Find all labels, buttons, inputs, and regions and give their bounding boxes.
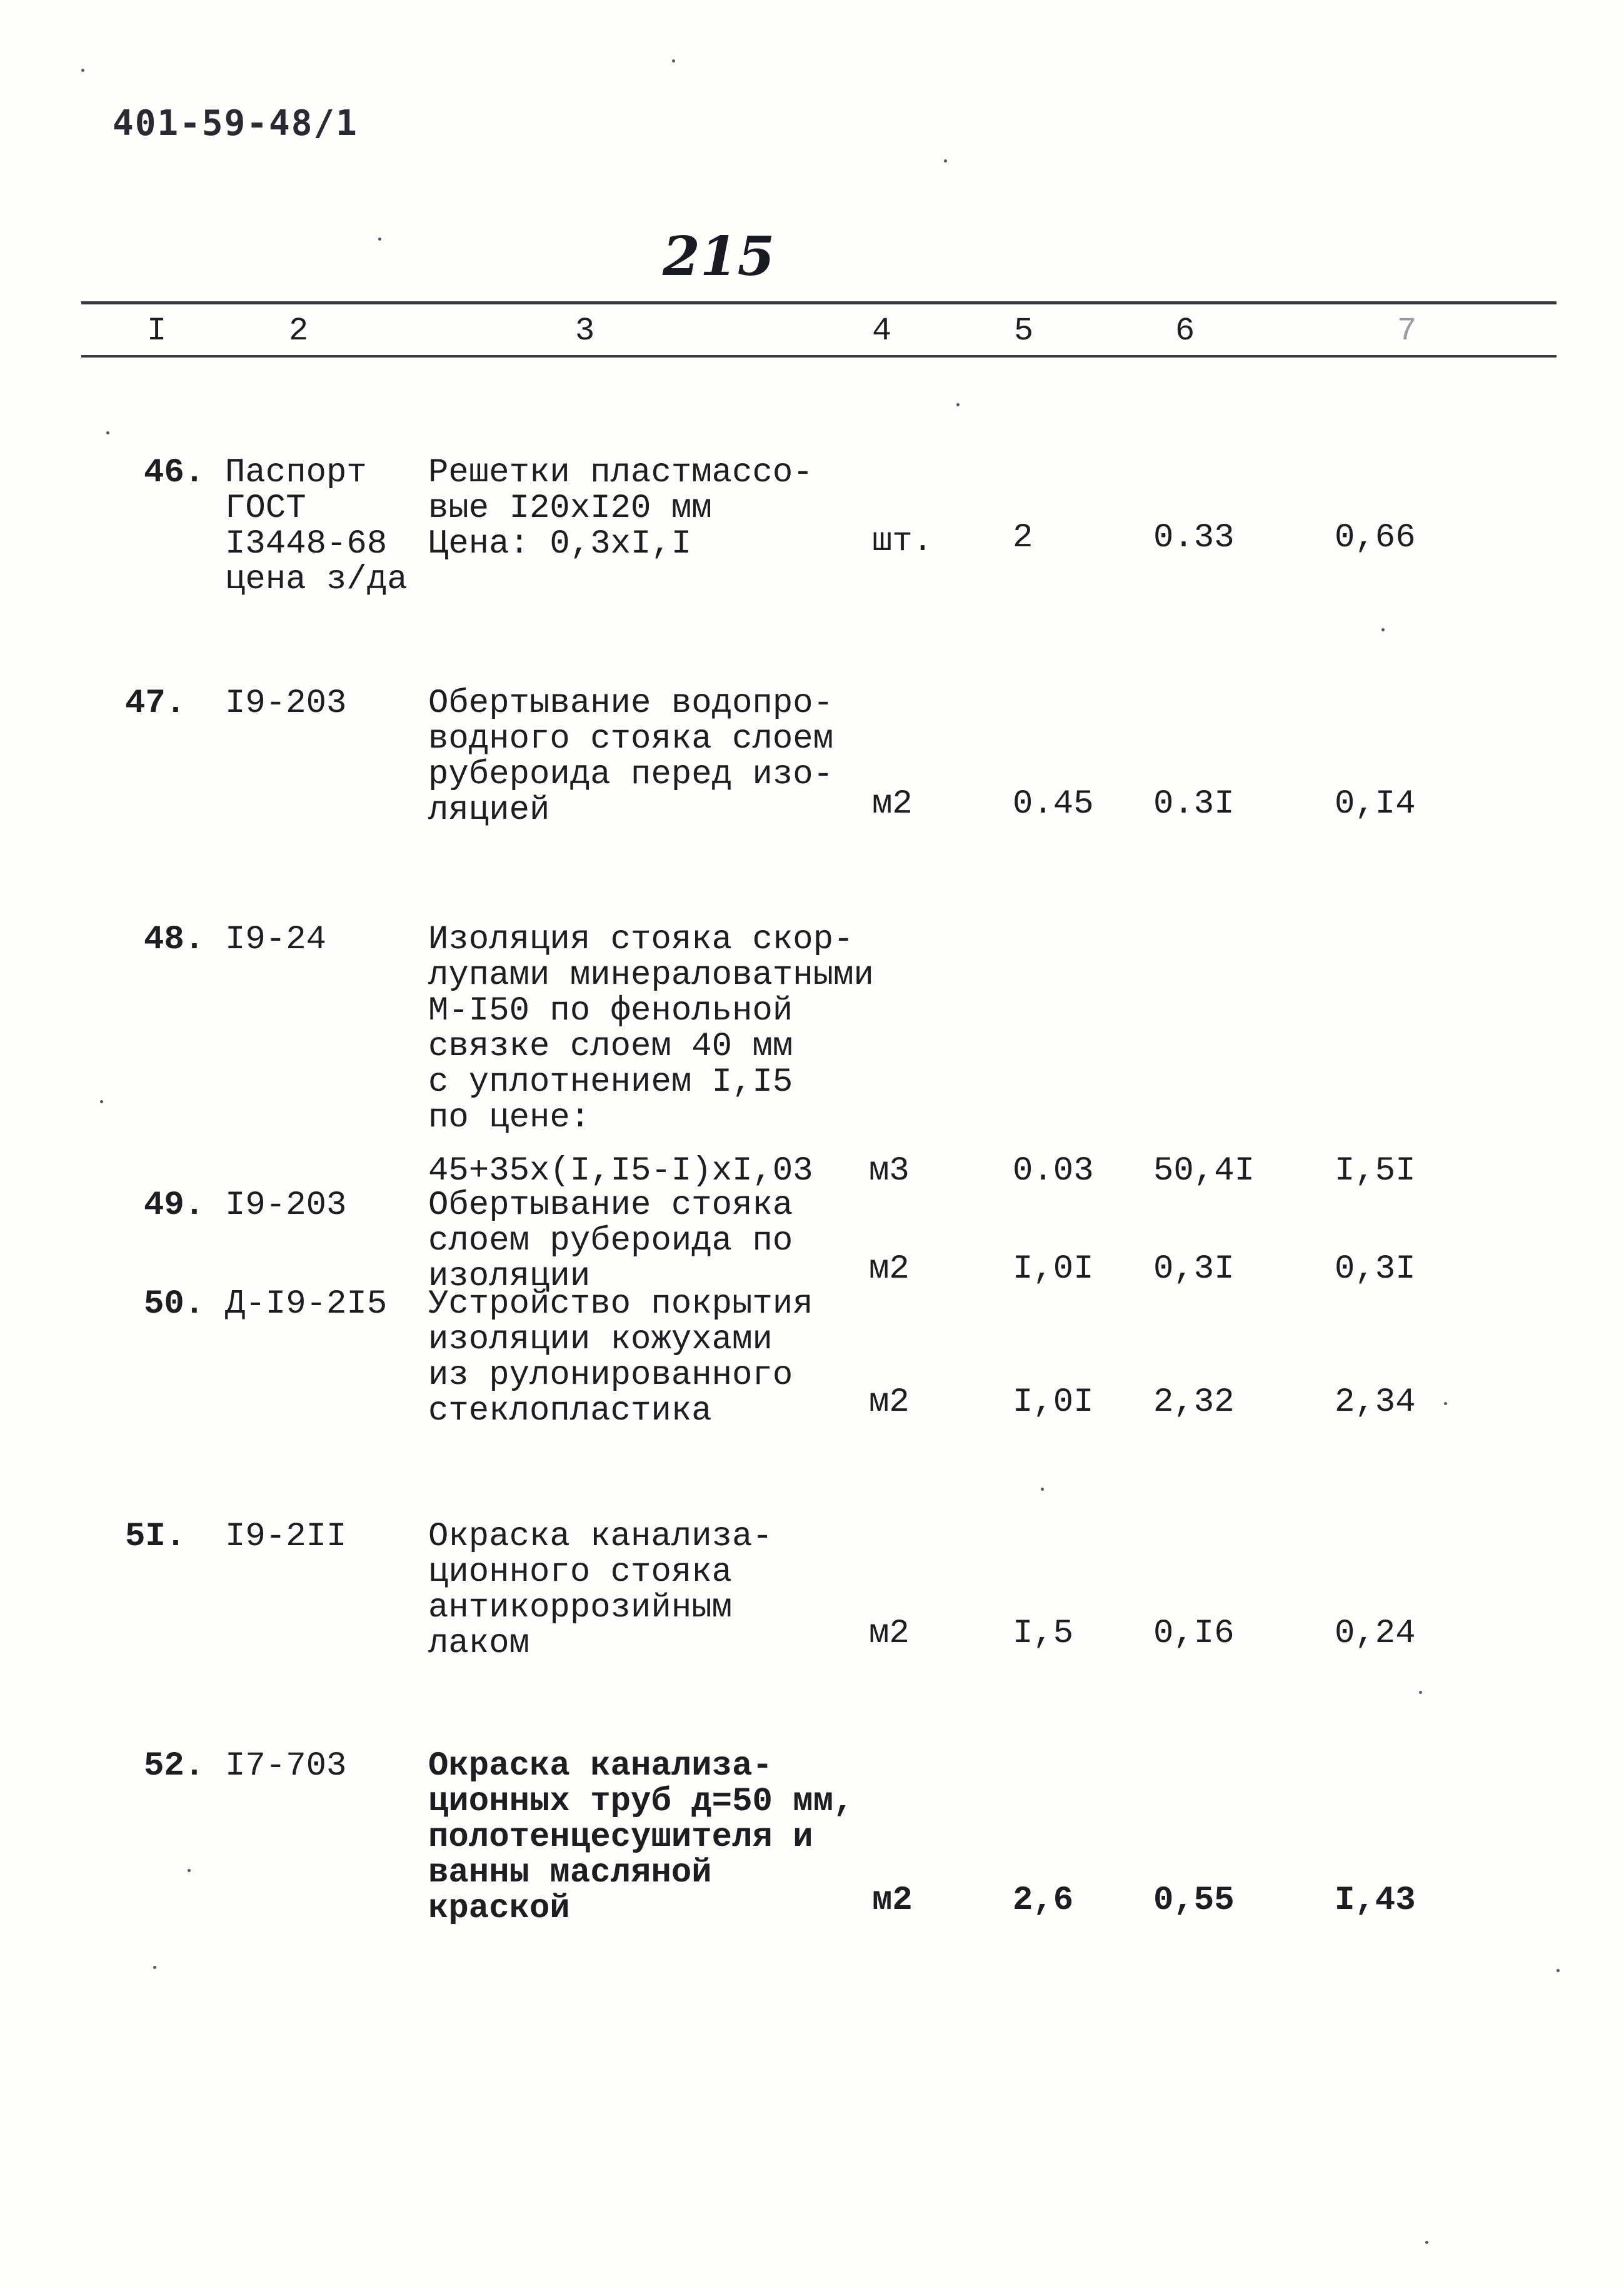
scan-speck (81, 69, 84, 72)
scan-speck (100, 1100, 103, 1103)
table-header-rule (81, 355, 1556, 358)
row-quantity: I,0I (1013, 1250, 1094, 1288)
document-code: 401-59-48/1 (113, 103, 358, 144)
scan-speck (153, 1966, 156, 1969)
row-total: 0,66 (1335, 519, 1416, 557)
row-unit: м2 (869, 1615, 910, 1653)
row-number: 5I. (125, 1518, 186, 1556)
row-number: 48. (144, 921, 205, 959)
row-quantity: 2 (1013, 519, 1033, 557)
table-top-rule (81, 301, 1556, 304)
row-unit: шт. (872, 523, 933, 561)
row-price: 0.3I (1153, 785, 1235, 823)
row-code: I9-24 (225, 921, 327, 959)
row-code: I7-703 (225, 1747, 347, 1785)
row-number: 52. (144, 1747, 205, 1785)
row-unit: м2 (872, 1881, 913, 1920)
row-price: 50,4I (1153, 1152, 1255, 1190)
column-header-1: I (147, 313, 167, 349)
row-total: 0,3I (1335, 1250, 1416, 1288)
column-header-3: 3 (575, 313, 595, 349)
row-unit: м2 (872, 785, 913, 823)
scan-speck (944, 159, 947, 163)
row-description: 45+35х(I,I5-I)хI,03 (428, 1152, 813, 1190)
row-price: 0,I6 (1153, 1615, 1235, 1653)
scan-speck (106, 431, 109, 434)
row-description: Обертывание водопро- водного стояка слоем рубероида перед изо- ляцией (428, 684, 834, 829)
column-header-6: 6 (1175, 313, 1195, 349)
row-total: I,43 (1335, 1881, 1416, 1920)
row-code: Паспорт ГОСТ I3448-68 цена з/да (225, 454, 408, 599)
row-code: I9-2II (225, 1518, 347, 1556)
row-quantity: I,5 (1013, 1615, 1074, 1653)
column-header-7: 7 (1397, 313, 1417, 349)
scan-speck (378, 238, 381, 241)
sheet-number: 215 (663, 225, 775, 288)
row-number: 47. (125, 684, 186, 723)
scan-speck (672, 59, 675, 63)
row-code: Д-I9-2I5 (225, 1285, 388, 1323)
row-unit: м2 (869, 1383, 910, 1421)
scan-speck (1556, 1969, 1560, 1972)
row-description: Решетки пластмассо- вые I20xI20 мм Цена: 0,3хI,I (428, 454, 813, 563)
row-price: 0,55 (1153, 1881, 1235, 1920)
row-total: 2,34 (1335, 1383, 1416, 1421)
scan-speck (1444, 1402, 1447, 1405)
scan-speck (1425, 2241, 1428, 2244)
scan-speck (1381, 628, 1385, 631)
row-code: I9-203 (225, 1186, 347, 1225)
column-header-4: 4 (872, 313, 892, 349)
scan-speck (1419, 1691, 1422, 1694)
row-number: 50. (144, 1285, 205, 1323)
row-price: 0,3I (1153, 1250, 1235, 1288)
row-price: 0.33 (1153, 519, 1235, 557)
row-number: 46. (144, 454, 205, 492)
row-code: I9-203 (225, 684, 347, 723)
row-unit: м2 (869, 1250, 910, 1288)
row-description: Окраска канализа- ционных труб д=50 мм, полотенцесушителя и ванны масляной краской (428, 1747, 854, 1928)
row-price: 2,32 (1153, 1383, 1235, 1421)
row-quantity: 0.45 (1013, 785, 1094, 823)
row-quantity: 0.03 (1013, 1152, 1094, 1190)
row-quantity: I,0I (1013, 1383, 1094, 1421)
column-header-5: 5 (1014, 313, 1034, 349)
row-number: 49. (144, 1186, 205, 1225)
row-description: Окраска канализа- ционного стояка антикоррозийным лаком (428, 1518, 773, 1663)
row-quantity: 2,6 (1013, 1881, 1074, 1920)
row-total: 0,24 (1335, 1615, 1416, 1653)
row-description: Обертывание стояка слоем рубероида по изоляции (428, 1186, 793, 1296)
row-total: 0,I4 (1335, 785, 1416, 823)
scan-speck (1041, 1488, 1044, 1491)
scan-speck (956, 403, 960, 406)
column-header-2: 2 (289, 313, 309, 349)
row-unit: м3 (869, 1152, 910, 1190)
row-total: I,5I (1335, 1152, 1416, 1190)
row-description: Изоляция стояка скор- лупами минераловатными М-I50 по фенольной связке слоем 40 мм с уплотнением I,I5 по цене: (428, 921, 874, 1137)
scan-speck (188, 1869, 191, 1872)
row-description: Устройство покрытия изоляции кожухами из рулонированного стеклопластика (428, 1285, 813, 1430)
